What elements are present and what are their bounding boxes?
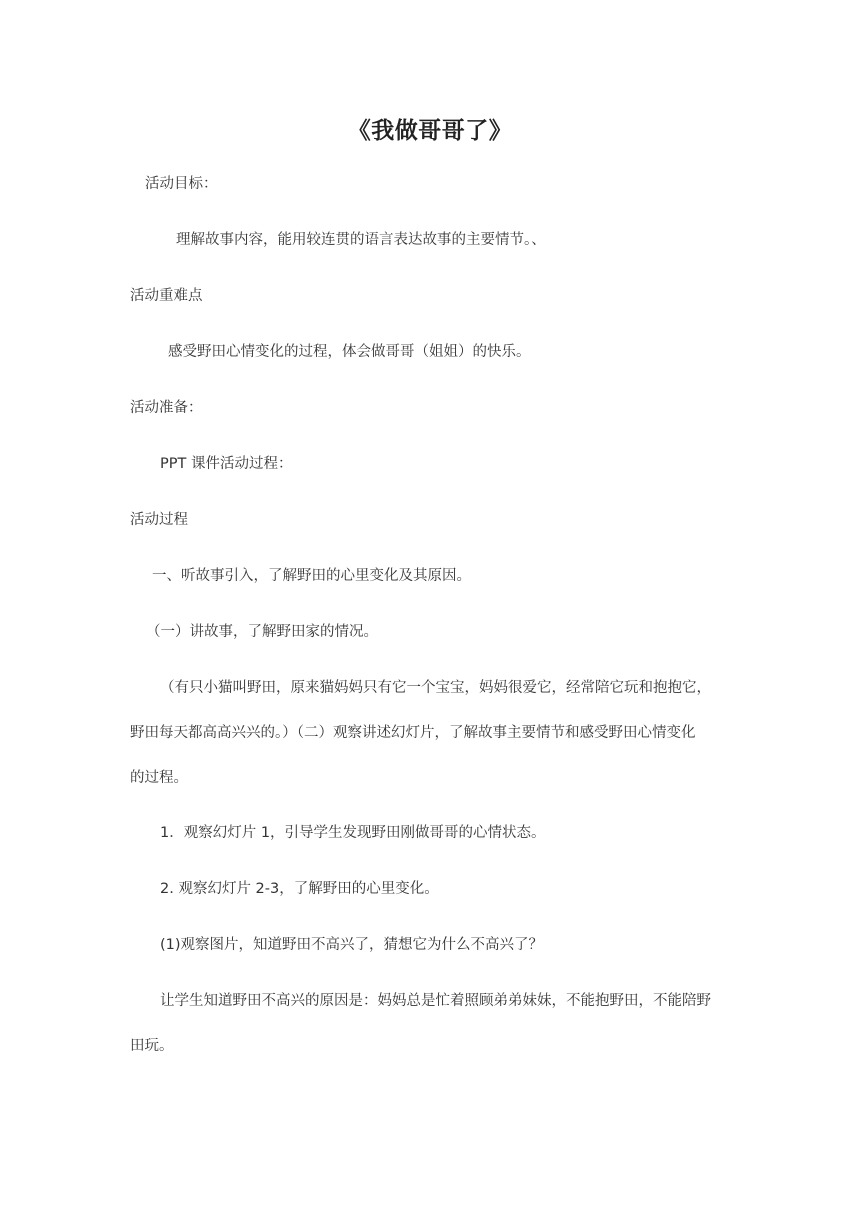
- observe-picture: (1)观察图片，知道野田不高兴了，猜想它为什么不高兴了？: [160, 937, 544, 953]
- activity-goal-heading: 活动目标：: [145, 176, 218, 192]
- story-paragraph-line-1: （有只小猫叫野田，原来猫妈妈只有它一个宝宝，妈妈很爱它，经常陪它玩和抱抱它，: [160, 680, 711, 696]
- reason-line-2: 田玩。: [130, 1038, 174, 1054]
- key-difficulty-text: 感受野田心情变化的过程，体会做哥哥（姐姐）的快乐。: [168, 344, 531, 360]
- story-paragraph-line-2: 野田每天都高高兴兴的。）（二）观察讲述幻灯片，了解故事主要情节和感受野田心情变化: [130, 725, 696, 741]
- document-title: 《我做哥哥了》: [347, 118, 513, 144]
- process-heading: 活动过程: [130, 512, 188, 528]
- observe-slide-2-3: 2. 观察幻灯片 2-3，了解野田的心里变化。: [160, 881, 439, 897]
- process-substep-1: （一）讲故事，了解野田家的情况。: [146, 624, 378, 640]
- preparation-heading: 活动准备：: [130, 400, 203, 416]
- process-step-1: 一、听故事引入，了解野田的心里变化及其原因。: [152, 568, 471, 584]
- observe-slide-1: 1．观察幻灯片 1，引导学生发现野田刚做哥哥的心情状态。: [160, 825, 546, 841]
- story-paragraph-line-3: 的过程。: [130, 770, 188, 786]
- reason-line-1: 让学生知道野田不高兴的原因是：妈妈总是忙着照顾弟弟妹妹，不能抱野田，不能陪野: [160, 993, 711, 1009]
- preparation-text: PPT 课件活动过程：: [160, 456, 293, 472]
- activity-goal-text: 理解故事内容，能用较连贯的语言表达故事的主要情节。、: [176, 232, 546, 248]
- key-difficulty-heading: 活动重难点: [130, 288, 203, 304]
